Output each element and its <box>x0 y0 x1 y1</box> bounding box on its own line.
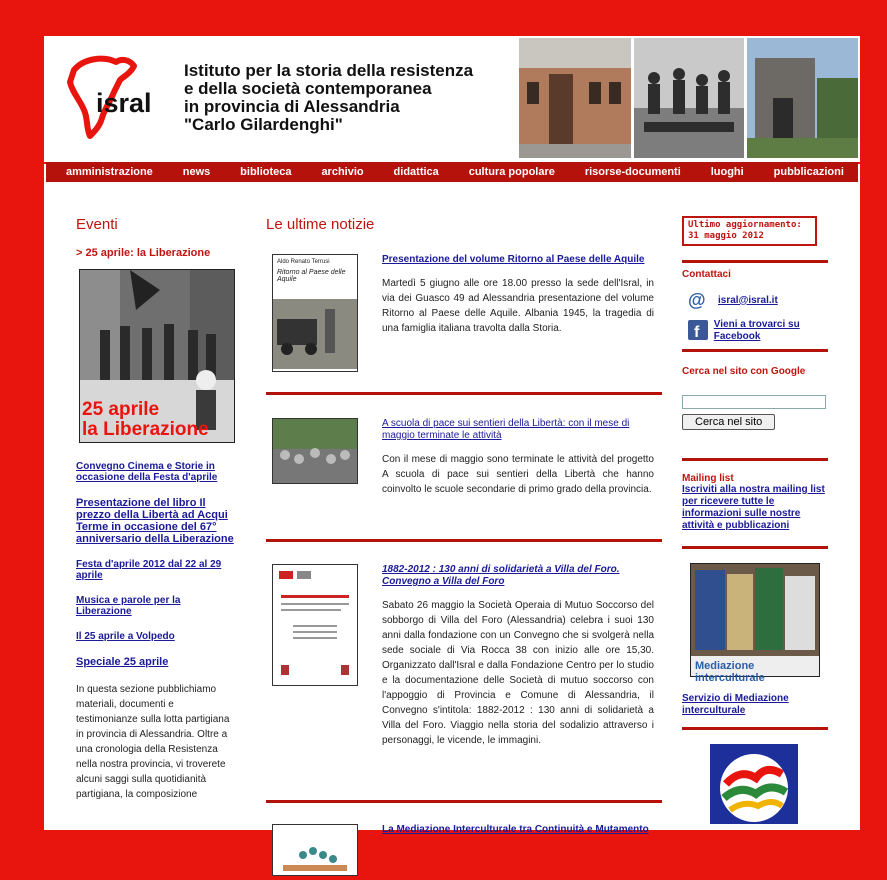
header-photo-building <box>519 38 631 158</box>
news-title-link[interactable]: La Mediazione Interculturale tra Continuità e Mutamento <box>382 824 649 835</box>
event-link[interactable]: Speciale 25 aprile <box>76 656 169 668</box>
facebook-icon <box>682 320 714 343</box>
news-separator <box>266 800 662 803</box>
news-separator <box>266 539 662 542</box>
site-header <box>44 36 860 164</box>
search-button[interactable]: Cerca nel sito <box>682 414 775 430</box>
left-column <box>76 216 236 802</box>
news-thumbnail[interactable] <box>272 824 358 876</box>
poster-caption-line: 25 aprile <box>82 399 160 420</box>
institute-name <box>184 62 524 134</box>
news-body <box>382 564 654 748</box>
thumb-title: Ritorno al Paese delle Aquile <box>277 269 346 283</box>
liberation-poster[interactable] <box>79 269 235 443</box>
update-label: Ultimo aggiornamento: <box>688 220 802 230</box>
right-separator <box>682 727 828 730</box>
news-body <box>382 418 654 497</box>
news-thumbnail[interactable] <box>272 254 358 372</box>
nav-risorse-documenti[interactable]: risorse-documenti <box>584 166 681 178</box>
logo-text: isral <box>96 88 152 118</box>
news-body <box>382 254 654 336</box>
nav-didattica[interactable]: didattica <box>393 166 439 178</box>
search-title: Cerca nel sito con Google <box>682 366 806 377</box>
news-column <box>266 216 662 835</box>
news-thumbnail[interactable] <box>272 418 358 484</box>
nav-pubblicazioni[interactable]: pubblicazioni <box>773 166 844 178</box>
update-date: 31 maggio 2012 <box>688 231 764 241</box>
right-column <box>682 216 830 824</box>
institute-line: "Carlo Gilardenghi" <box>184 115 343 134</box>
news-body <box>382 824 654 846</box>
facebook-link[interactable]: Vieni a trovarci su Facebook <box>713 319 800 342</box>
feature-link[interactable]: > 25 aprile: la Liberazione <box>76 247 211 259</box>
news-text: Sabato 26 maggio la Società Operaia di Mutuo Soccorso del sobborgo di Villa del Foro (Alessandria) celebra i suoi 130 anni dalla fondazione con un Convegno che si svolgerà nella sede sociale di Via Rocca 38 con inizio alle ore 15,30. Organizzato dall'Isral e dalla Fondazione Centro per lo studio e la documentazione delle Società di mutuo soccorso con l'appoggio di Provincia e Comune di Alessandria, il Convegno s'intitola: 1882-2012 : 130 anni di solidarietà a Villa del Foro. Viaggio nella storia del sodalizio attraverso i personaggi, le vicende, le immagini. <box>382 600 654 746</box>
right-separator <box>682 546 828 549</box>
nav-news[interactable]: news <box>182 166 211 178</box>
nav-amministrazione[interactable]: amministrazione <box>66 166 153 178</box>
at-sign-icon: @ <box>688 290 706 310</box>
news-separator <box>266 392 662 395</box>
institute-line: e della società contemporanea <box>184 79 432 98</box>
svg-text:f: f <box>694 323 700 341</box>
header-photo-ruins <box>747 38 858 158</box>
mediazione-link[interactable]: Servizio di Mediazione interculturale <box>682 692 789 716</box>
email-row <box>682 290 830 311</box>
right-separator <box>682 458 828 461</box>
poster-caption-line: la Liberazione <box>82 419 209 440</box>
facebook-row <box>682 319 830 343</box>
last-update-box <box>682 216 817 246</box>
event-link[interactable]: Il 25 aprile a Volpedo <box>76 631 175 642</box>
news-text: Martedì 5 giugno alle ore 18.00 presso la sede dell'Isral, in via dei Guasco 49 ad Alessandria presentazione del volume Ritorno al Paese delle Aquile. Albania 1945, la tragedia di una famiglia italiana travolta dalla Storia. <box>382 278 654 334</box>
mailing-title: Mailing list <box>682 472 734 484</box>
event-link[interactable]: Presentazione del libro Il prezzo della Libertà ad Acqui Terme in occasione del 67° anniversario della Liberazione <box>76 497 234 545</box>
right-separator <box>682 260 828 263</box>
news-title-link[interactable]: 1882-2012 : 130 anni di solidarietà a Villa del Foro. Convegno a Villa del Foro <box>382 564 620 587</box>
institute-line: in provincia di Alessandria <box>184 97 400 116</box>
right-separator <box>682 349 828 352</box>
contacts-title: Contattaci <box>682 269 731 280</box>
mediazione-caption: Mediazione interculturale <box>695 659 765 684</box>
mailing-link[interactable]: Iscriviti alla nostra mailing list per ricevere tutte le informazioni sulle nostre attività e pubblicazioni <box>682 483 825 531</box>
news-thumbnail[interactable] <box>272 564 358 686</box>
thumb-author: Aldo Renato Terrusi <box>277 259 330 265</box>
news-title-link[interactable]: Presentazione del volume Ritorno al Paese delle Aquile <box>382 254 645 265</box>
main-nav <box>46 162 858 182</box>
news-title-link[interactable]: A scuola di pace sui sentieri della Libertà: con il mese di maggio terminate le attività <box>382 418 630 441</box>
page-frame <box>44 36 860 835</box>
events-title: Eventi <box>76 216 118 233</box>
nav-luoghi[interactable]: luoghi <box>710 166 744 178</box>
event-link[interactable]: Convegno Cinema e Storie in occasione della Festa d'aprile <box>76 461 218 483</box>
special-paragraph: In questa sezione pubblichiamo materiali, documenti e testimonianze sulla lotta partigiana in provincia di Alessandria. Oltre a una cronologia della Resistenza nella nostra provincia, vi troverete alcuni saggi sulla quotidianità partigiana, la composizione <box>76 684 230 800</box>
poster-caption <box>82 400 209 440</box>
email-link[interactable]: isral@isral.it <box>718 294 778 306</box>
nav-cultura-popolare[interactable]: cultura popolare <box>468 166 555 178</box>
header-photo-partisans <box>634 38 744 158</box>
event-link[interactable]: Musica e parole per la Liberazione <box>76 595 181 617</box>
colorful-logo[interactable] <box>710 744 798 824</box>
news-title: Le ultime notizie <box>266 216 375 233</box>
event-link[interactable]: Festa d'aprile 2012 dal 22 al 29 aprile <box>76 559 222 581</box>
search-input[interactable] <box>682 395 826 409</box>
mediazione-image[interactable] <box>690 563 820 684</box>
news-text: Con il mese di maggio sono terminate le attività del progetto A scuola di pace sui sentieri della Libertà che hanno coinvolto le scuole secondarie di primo grado della provincia. <box>382 454 654 495</box>
institute-line: Istituto per la storia della resistenza <box>184 61 474 80</box>
nav-biblioteca[interactable]: biblioteca <box>240 166 292 178</box>
nav-archivio[interactable]: archivio <box>321 166 364 178</box>
